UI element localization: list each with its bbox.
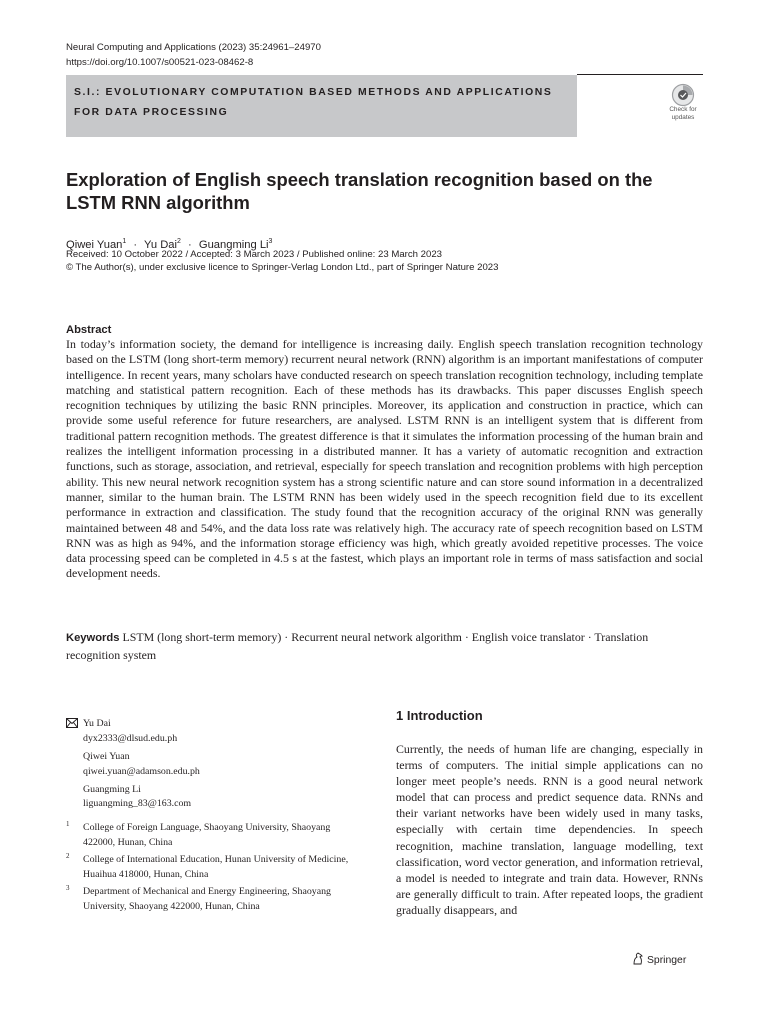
abstract-body: In today’s information society, the demand for intelligence is increasing daily. English speech translation recognition technology based on the LSTM (long short-term memory) recurrent neural network (RNN) algorithm is an important manifestations of computer intelligence. In recent years, many scholars have conducted research on speech translation recognition technology, including template matching and statistical pattern recognition. Each of these methods has its drawbacks. This paper discusses English speech recognition techniques by utilizing the basic RNN principles. Moreover, its application and construction in practice, which can provide some useful reference for future researchers, are analysed. LSTM RNN is an intelligent system that is different from traditional pattern recognition methods. The greatest difference is that it simulates the information processing of the human brain and realizes the intelligent information processing in a distributed manner. It has a variety of automatic recognition and extraction functions, such as storage, association, and retrieval, especially for speech translation and recognition problems with high perception ability. This new neural network recognition system has a strong scientific nature and can store sound information in a decentralized manner, similar to the human brain. The LSTM RNN has been widely used in the speech recognition field due to its excellent performance in extraction and classification. The study found that the recognition accuracy of the original RNN was generally maintained between 48 and 54%, and the data loss rate was relatively high. The accuracy rate of speech recognition based on LSTM RNN was as high as 94%, and the information storage efficiency was high, which greatly avoided repetitive processes. The voice data processing speed can be completed in 4.5 s at the fastest, which plays an important role in terms of mass satisfaction and social development needs. — [66, 337, 703, 581]
author-separator: · — [133, 239, 138, 251]
envelope-icon — [66, 718, 78, 728]
affiliation-text: College of Foreign Language, Shaoyang University, Shaoyang 422000, Hunan, China — [83, 822, 331, 848]
affiliation-number: 1 — [66, 820, 70, 828]
crossmark-icon — [664, 83, 702, 107]
affiliation-text: College of International Education, Hunan University of Medicine, Huaihua 418000, Hunan, China — [83, 854, 349, 880]
doi-link[interactable]: https://doi.org/10.1007/s00521-023-08462-8 — [66, 57, 254, 68]
author-separator: · — [188, 239, 192, 251]
publisher-footer — [632, 952, 686, 968]
author-name[interactable]: Qiwei Yuan — [66, 239, 123, 251]
affiliation-number: 3 — [66, 884, 70, 892]
author-affiliation-mark: 1 — [122, 238, 127, 245]
contact-name: Guangming Li — [83, 784, 141, 795]
copyright-line: © The Author(s), under exclusive licence to Springer-Verlag London Ltd., part of Springer Nature 2023 — [66, 262, 499, 273]
contact-name: Yu Dai — [83, 718, 111, 729]
contact-name: Qiwei Yuan — [83, 751, 130, 762]
dates-line: Received: 10 October 2022 / Accepted: 3 March 2023 / Published online: 23 March 2023 — [66, 249, 442, 260]
keywords-list: LSTM (long short-term memory) · Recurrent neural network algorithm · English voice translator · Translation recognition system — [66, 630, 649, 662]
springer-horse-icon — [632, 952, 644, 965]
contact-email[interactable]: dyx2333@dlsud.edu.ph — [83, 733, 178, 744]
contact-email[interactable]: liguangming_83@163.com — [83, 798, 192, 809]
affiliation-text: Department of Mechanical and Energy Engineering, Shaoyang University, Shaoyang 422000, Hunan, China — [83, 886, 331, 912]
abstract-heading: Abstract — [66, 324, 112, 336]
affiliation-number: 2 — [66, 852, 70, 860]
special-issue-label: S.I.: EVOLUTIONARY COMPUTATION BASED METHODS AND APPLICATIONS FOR DATA PROCESSING — [74, 87, 553, 118]
journal-citation: Neural Computing and Applications (2023) 35:24961–24970 — [66, 42, 321, 53]
author-name[interactable]: Yu Dai — [144, 239, 178, 251]
keywords-block — [66, 629, 703, 663]
article-title: Exploration of English speech translation recognition based on the LSTM RNN algorithm — [66, 169, 653, 213]
author-name[interactable]: Guangming Li — [198, 239, 269, 251]
introduction-body: Currently, the needs of human life are changing, especially in terms of computers. The initial simple applications can no longer meet people’s needs. RNN is a good neural network model that can process and predict sequence data. RNNs and their variant networks have been widely used in many tasks, especially with certain time dependencies. In speech recognition, machine translation, language modelling, text classification, word vector generation, and information retrieval, a model is needed to integrate and train data. However, RNNs are generally difficult to train. After repeated loops, the gradient gradually disappears, and — [396, 742, 703, 917]
keywords-label: Keywords — [66, 632, 120, 644]
header-rule — [577, 74, 703, 75]
publisher-name: Springer — [647, 955, 687, 966]
author-affiliation-mark: 2 — [177, 238, 181, 245]
special-issue-banner — [66, 75, 577, 137]
section-heading-introduction: 1 Introduction — [396, 708, 483, 723]
author-affiliation-mark: 3 — [268, 238, 273, 245]
crossmark-label: Check for updates — [669, 106, 697, 121]
publication-history — [66, 248, 498, 274]
contact-email[interactable]: qiwei.yuan@adamson.edu.ph — [83, 766, 200, 777]
